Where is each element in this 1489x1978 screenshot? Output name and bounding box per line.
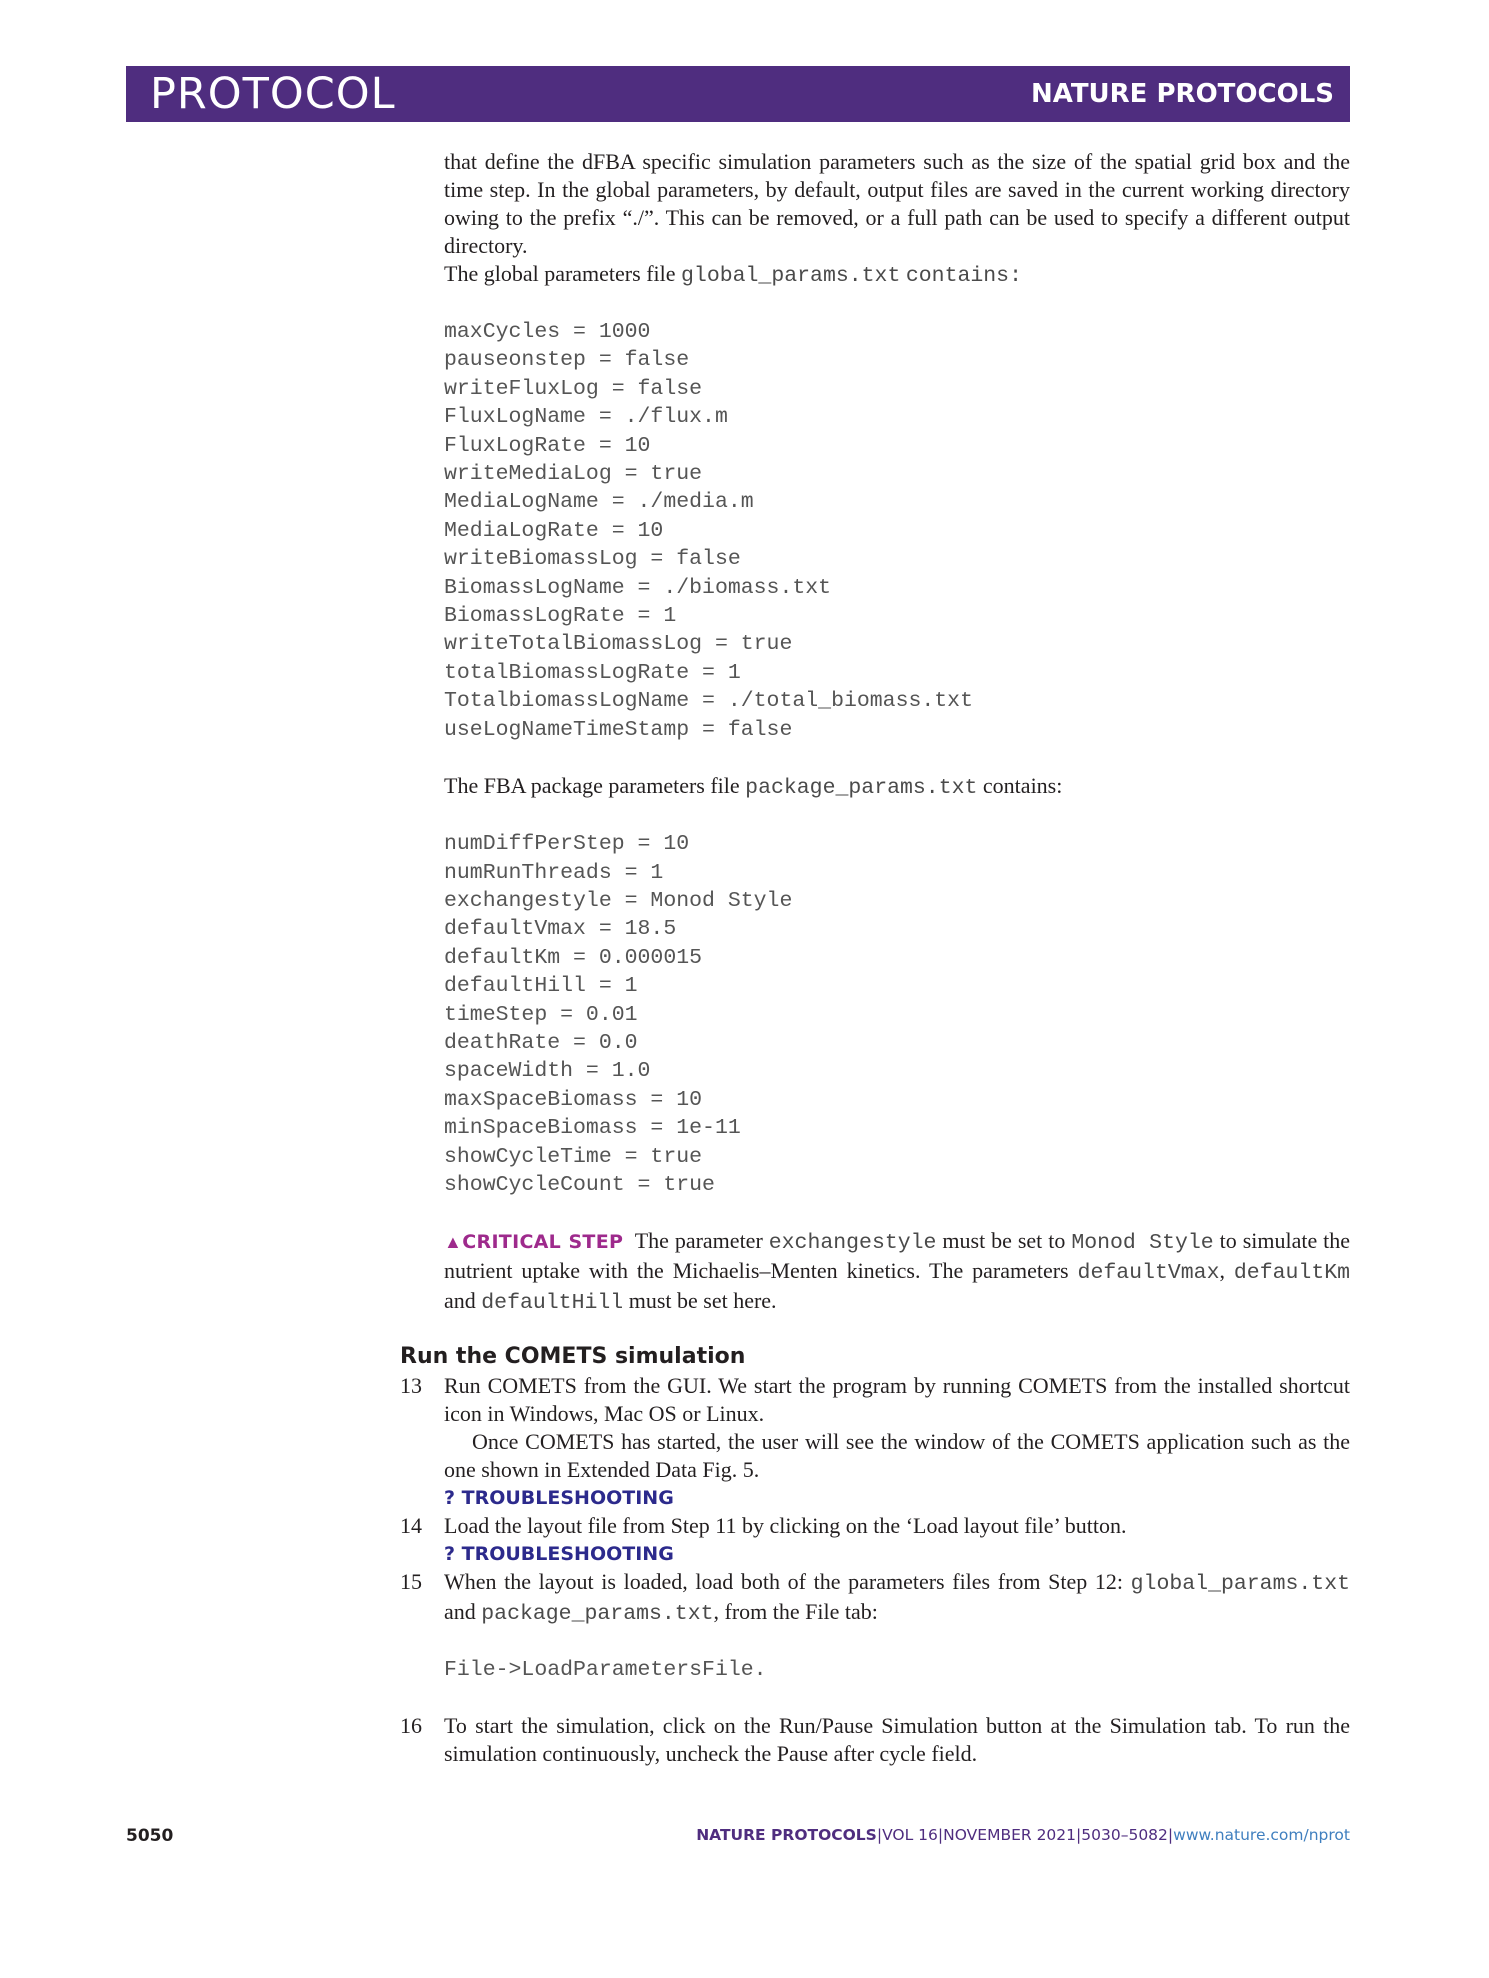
footer-url[interactable]: www.nature.com/nprot — [1173, 1826, 1350, 1844]
code-line: BiomassLogName = ./biomass.txt — [444, 575, 832, 600]
step-16 — [400, 1712, 1350, 1768]
main-content — [444, 148, 1350, 1317]
code-line: deathRate = 0.0 — [444, 1030, 638, 1055]
step-15-code — [444, 1656, 1350, 1684]
package-params-suffix: contains: — [982, 773, 1063, 799]
critical-code: defaultHill — [481, 1291, 624, 1316]
step-14 — [400, 1512, 1350, 1568]
code-line: maxCycles = 1000 — [444, 320, 651, 344]
step-text: To start the simulation, click on the Run/Pause Simulation button at the Simulation tab. To run the simulation continuously, uncheck the Pause after cycle field. — [444, 1713, 1350, 1767]
header-banner — [126, 66, 1350, 122]
global-params-suffix: contains: — [905, 264, 1022, 288]
code-line: MediaLogName = ./media.m — [444, 490, 754, 515]
footer-date: NOVEMBER 2021 — [943, 1826, 1077, 1844]
code-line: writeTotalBiomassLog = true — [444, 632, 793, 657]
step-number: 13 — [400, 1373, 422, 1398]
step-text: Load the layout file from Step 11 by clicking on the ‘Load layout file’ button. — [444, 1513, 1127, 1538]
critical-text: must be set here. — [628, 1288, 777, 1314]
global-params-prefix: The global parameters file — [444, 261, 676, 286]
footer-pages: 5030–5082 — [1081, 1826, 1168, 1844]
code-line: defaultVmax = 18.5 — [444, 917, 677, 942]
step-code: package_params.txt — [481, 1602, 714, 1626]
step-number: 14 — [400, 1513, 422, 1538]
step-text — [444, 1568, 1350, 1628]
package-params-prefix: The FBA package parameters file — [444, 773, 740, 799]
critical-step-label: CRITICAL STEP — [462, 1231, 624, 1254]
code-line: defaultKm = 0.000015 — [444, 945, 703, 970]
code-line: BiomassLogRate = 1 — [444, 604, 677, 629]
critical-text: , — [1219, 1258, 1225, 1284]
package-params-intro — [444, 772, 1350, 802]
step-text: Once COMETS has started, the user will see the window of the COMETS application such as the one shown in Extended Data Fig. 5. — [444, 1429, 1350, 1482]
code-line: timeStep = 0.01 — [444, 1002, 638, 1027]
section-heading: Run the COMETS simulation — [400, 1344, 746, 1369]
footer-journal: NATURE PROTOCOLS — [696, 1826, 877, 1844]
code-line: MediaLogRate = 10 — [444, 518, 664, 543]
global-params-intro — [444, 260, 1350, 290]
code-line: writeFluxLog = false — [444, 376, 703, 401]
intro-paragraph: that define the dFBA specific simulation parameters such as the size of the spatial grid box and the time step. In the global parameters, by default, output files are saved in the current working directory owing to the prefix “./”. This can be removed, or a full path can be used to specify a different output directory. — [444, 149, 1350, 258]
step-text-part: When the layout is loaded, load both of the parameters files from Step 12: — [444, 1569, 1124, 1594]
code-line: pauseonstep = false — [444, 348, 690, 373]
code-line: showCycleTime = true — [444, 1144, 703, 1169]
code-line: numRunThreads = 1 — [444, 860, 664, 885]
step-code: global_params.txt — [1130, 1572, 1350, 1596]
code-line: File->LoadParametersFile. — [444, 1658, 767, 1682]
step-text: Run COMETS from the GUI. We start the program by running COMETS from the installed shortcut icon in Windows, Mac OS or Linux. — [444, 1373, 1350, 1426]
code-line: showCycleCount = true — [444, 1172, 715, 1197]
code-line: totalBiomassLogRate = 1 — [444, 660, 741, 685]
journal-label: NATURE PROTOCOLS — [1030, 79, 1334, 109]
step-text-part: , from the File tab: — [713, 1599, 878, 1624]
critical-text: and — [444, 1288, 476, 1314]
global-params-code — [444, 318, 1350, 744]
code-line: numDiffPerStep = 10 — [444, 832, 690, 857]
critical-step-paragraph — [444, 1227, 1350, 1317]
code-line: minSpaceBiomass = 1e-11 — [444, 1116, 741, 1141]
critical-code: defaultKm — [1233, 1261, 1351, 1286]
critical-code: defaultVmax — [1077, 1261, 1220, 1286]
step-15 — [400, 1568, 1350, 1712]
global-params-filename: global_params.txt — [681, 264, 901, 288]
footer-separator: | — [876, 1826, 883, 1844]
code-line: writeMediaLog = true — [444, 462, 703, 487]
step-13 — [400, 1372, 1350, 1512]
code-line: TotalbiomassLogName = ./total_biomass.txt — [444, 689, 973, 714]
footer-citation — [696, 1826, 1350, 1844]
steps-list — [400, 1372, 1350, 1768]
code-line: exchangestyle = Monod Style — [444, 888, 793, 913]
critical-text: The parameter — [634, 1228, 763, 1254]
code-line: maxSpaceBiomass = 10 — [444, 1087, 703, 1112]
step-number: 15 — [400, 1569, 422, 1594]
code-line: spaceWidth = 1.0 — [444, 1059, 651, 1084]
footer-volume: VOL 16 — [882, 1826, 938, 1844]
section-label: PROTOCOL — [150, 69, 396, 119]
code-line: defaultHill = 1 — [444, 974, 638, 999]
footer-separator: | — [1167, 1826, 1174, 1844]
critical-text: to simulate the nutrient uptake with the Michaelis–Menten kinetics. The parameters — [444, 1228, 1351, 1284]
step-text-part: and — [444, 1599, 476, 1624]
code-line: useLogNameTimeStamp = false — [444, 717, 793, 742]
footer-separator: | — [1076, 1826, 1082, 1844]
troubleshooting-link: ? TROUBLESHOOTING — [444, 1543, 674, 1565]
warning-triangle-icon: ▲ — [444, 1232, 463, 1253]
critical-code: Monod Style — [1071, 1231, 1214, 1256]
critical-text: must be set to — [942, 1228, 1066, 1254]
code-line: writeBiomassLog = false — [444, 547, 741, 572]
package-params-filename: package_params.txt — [745, 776, 978, 801]
critical-code: exchangestyle — [768, 1231, 937, 1256]
code-line: FluxLogRate = 10 — [444, 433, 651, 458]
page-number: 5050 — [126, 1826, 174, 1846]
footer-separator: | — [937, 1826, 944, 1844]
step-number: 16 — [400, 1713, 422, 1739]
package-params-code — [444, 830, 1350, 1199]
code-line: FluxLogName = ./flux.m — [444, 405, 728, 430]
troubleshooting-link: ? TROUBLESHOOTING — [444, 1487, 674, 1509]
